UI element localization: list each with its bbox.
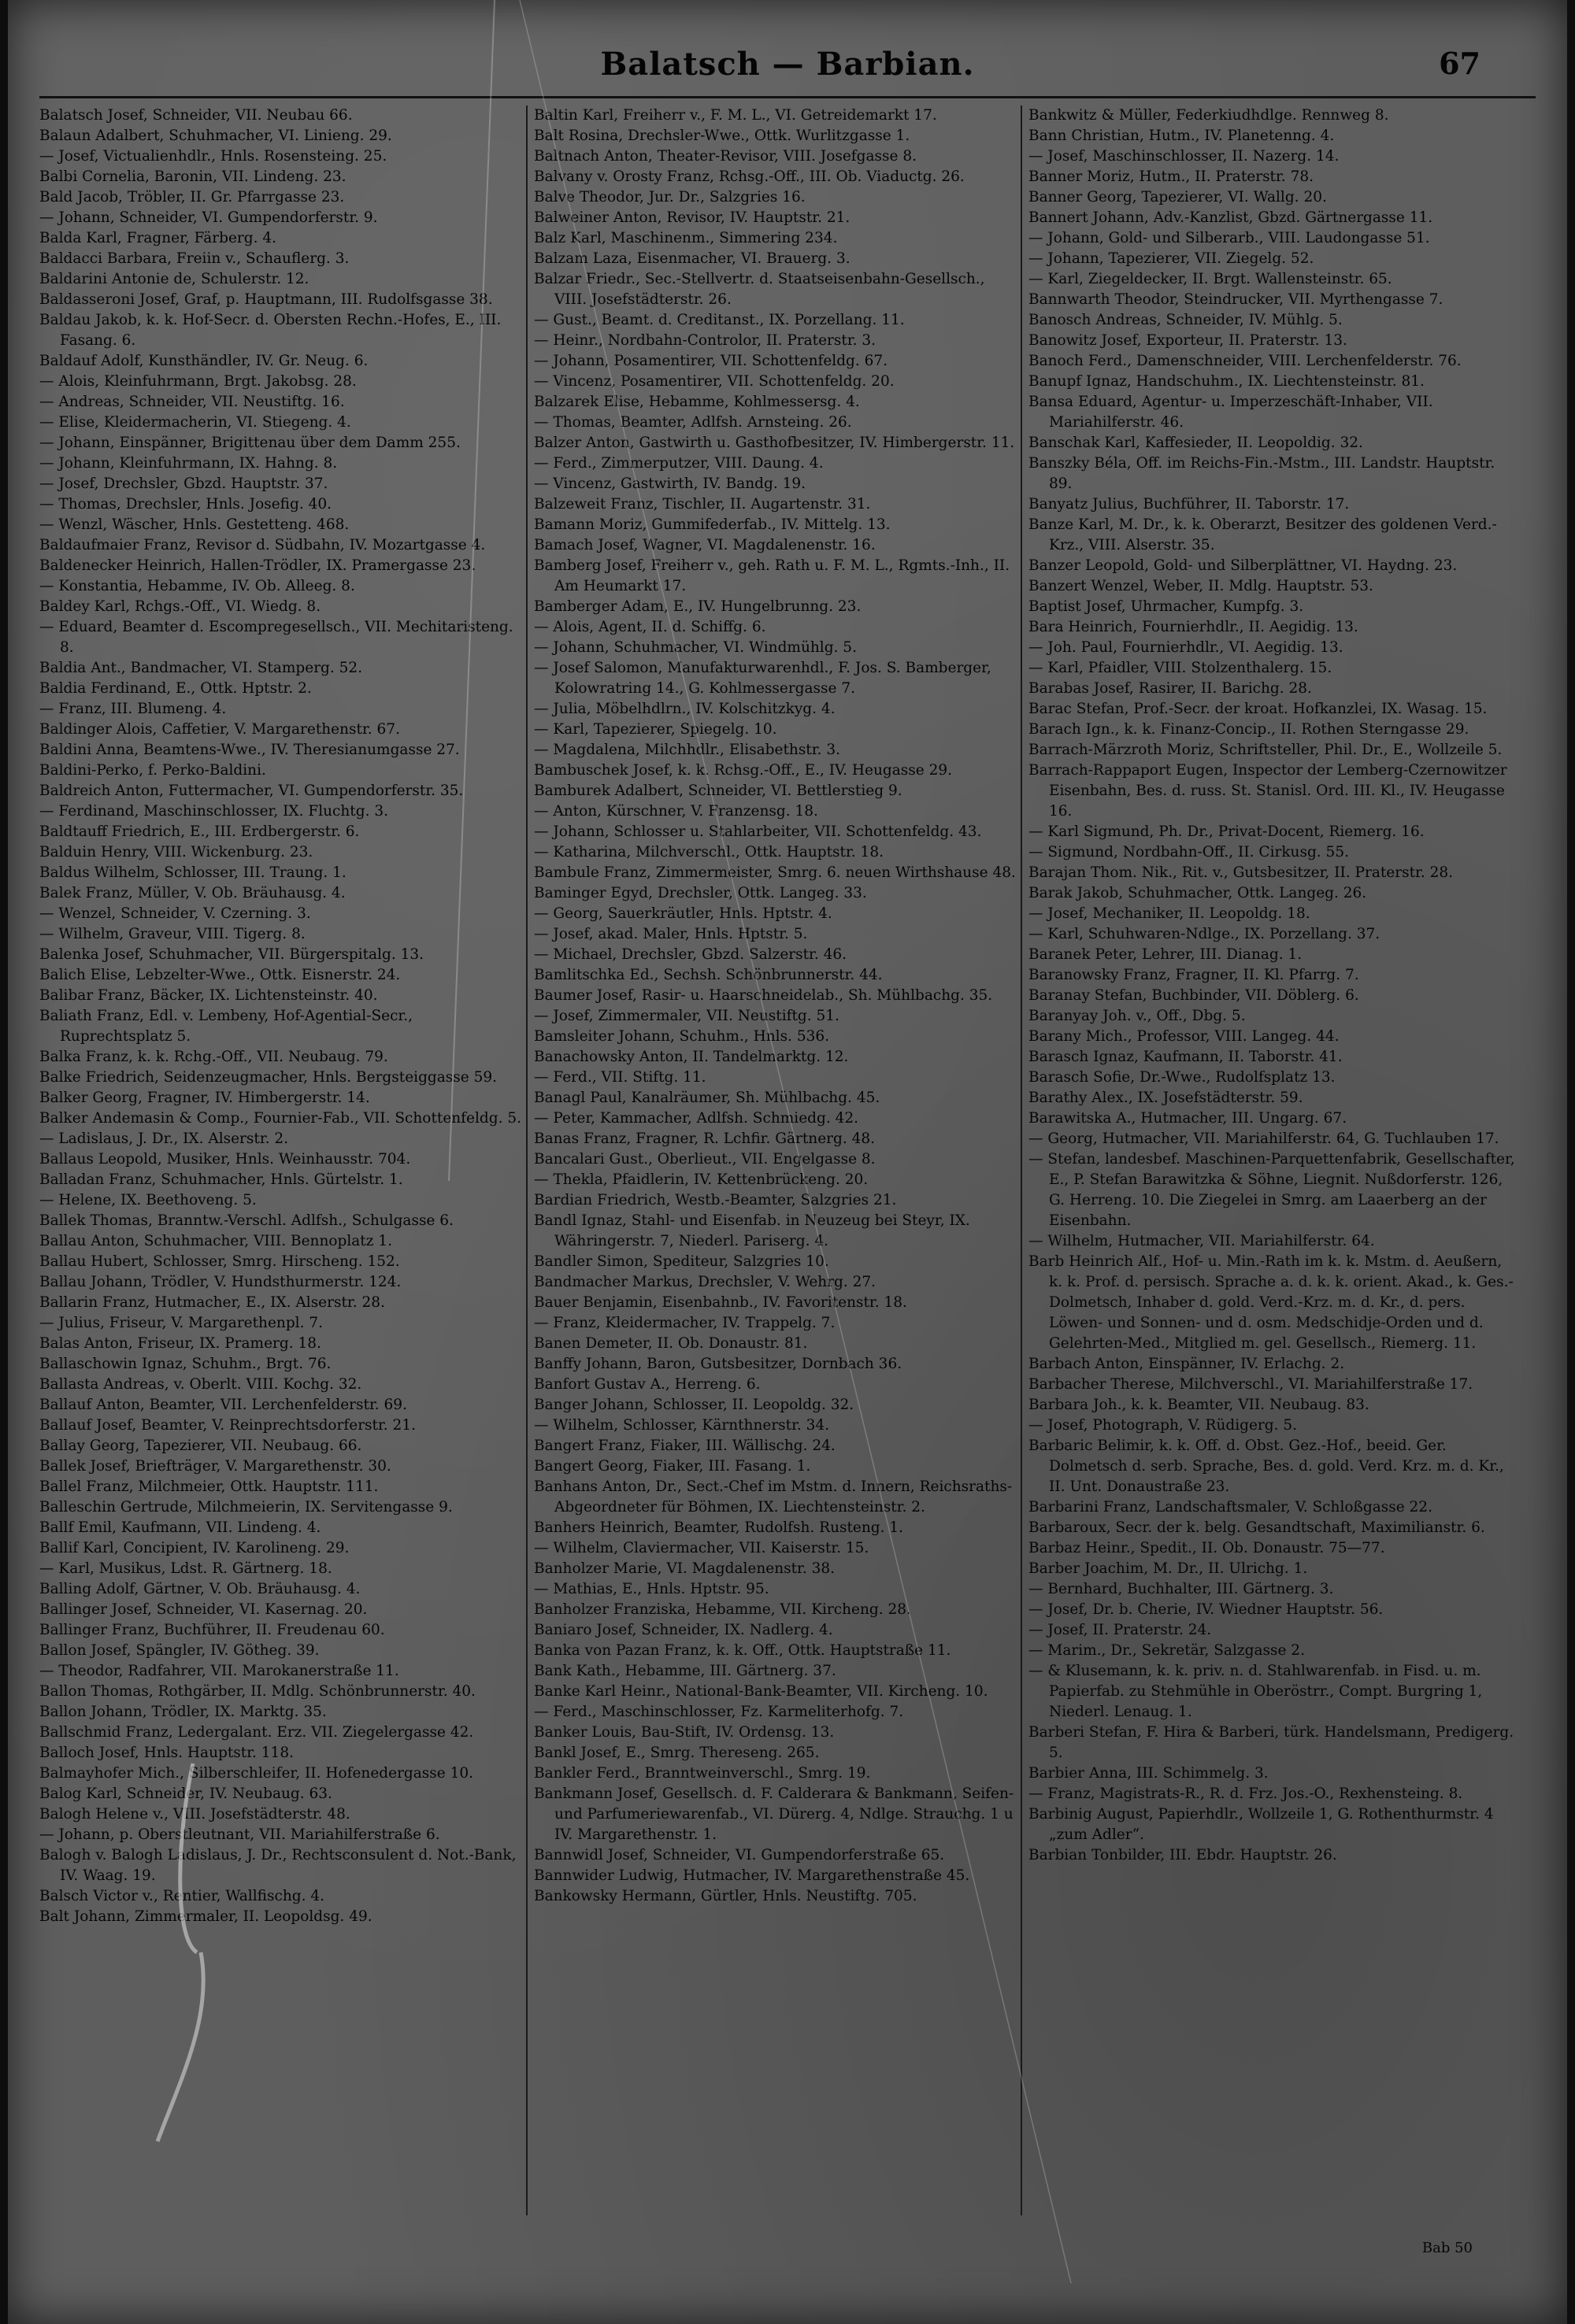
directory-entry: Banhans Anton, Dr., Sect.-Chef im Mstm. d. Innern, Reichsraths-Abgeordneter für Böhmen, IX. Liechtensteinstr. 2. bbox=[534, 1478, 1013, 1515]
directory-entry: Ballinger Josef, Schneider, VI. Kasernag. 20. bbox=[39, 1601, 368, 1618]
directory-entry: Ballauf Anton, Beamter, VII. Lerchenfelderstr. 69. bbox=[39, 1397, 407, 1413]
directory-entry: Balloch Josef, Hnls. Hauptstr. 118. bbox=[39, 1745, 294, 1761]
directory-entry: Balmayhofer Mich., Silberschleifer, II. Hofenedergasse 10. bbox=[39, 1765, 474, 1782]
directory-entry: — Franz, Magistrats-R., R. d. Frz. Jos.-O., Rexhensteing. 8. bbox=[1028, 1786, 1463, 1802]
directory-entry: Balt Rosina, Drechsler-Wwe., Ottk. Wurlitzgasse 1. bbox=[534, 128, 910, 144]
directory-entry: — Josef, Mechaniker, II. Leopoldg. 18. bbox=[1028, 905, 1310, 922]
directory-entry: — Karl Sigmund, Ph. Dr., Privat-Docent, Riemerg. 16. bbox=[1028, 823, 1425, 840]
running-head: Balatsch — Barbian. bbox=[600, 46, 975, 83]
directory-entry: Bardian Friedrich, Westb.-Beamter, Salzgries 21. bbox=[534, 1192, 897, 1208]
directory-entry: Balweiner Anton, Revisor, IV. Hauptstr. 21. bbox=[534, 209, 850, 226]
directory-entry: Balog Karl, Schneider, IV. Neubaug. 63. bbox=[39, 1786, 332, 1802]
directory-entry: Banger Johann, Schlosser, II. Leopoldg. 32. bbox=[534, 1397, 854, 1413]
directory-entry: — Josef, II. Praterstr. 24. bbox=[1028, 1622, 1212, 1638]
directory-entry: Baldey Karl, Rchgs.-Off., VI. Wiedg. 8. bbox=[39, 598, 321, 615]
directory-entry: Balve Theodor, Jur. Dr., Salzgries 16. bbox=[534, 189, 806, 205]
directory-entry: Baranowsky Franz, Fragner, II. Kl. Pfarrg. 7. bbox=[1028, 967, 1359, 983]
directory-entry: — Johann, Einspänner, Brigittenau über dem Damm 255. bbox=[39, 435, 461, 451]
directory-entry: Banhers Heinrich, Beamter, Rudolfsh. Rusteng. 1. bbox=[534, 1519, 904, 1536]
directory-entry: Ballon Josef, Spängler, IV. Götheg. 39. bbox=[39, 1642, 320, 1659]
directory-entry: Baldia Ferdinand, E., Ottk. Hptstr. 2. bbox=[39, 680, 312, 697]
directory-entry: Barbara Joh., k. k. Beamter, VII. Neubaug. 83. bbox=[1028, 1397, 1369, 1413]
directory-entry: Ballau Johann, Trödler, V. Hundsthurmerstr. 124. bbox=[39, 1274, 402, 1290]
directory-entry: Baldau Jakob, k. k. Hof-Secr. d. Obersten Rechn.-Hofes, E., III. Fasang. 6. bbox=[39, 312, 502, 349]
directory-entry: Bambuschek Josef, k. k. Rchsg.-Off., E., IV. Heugasse 29. bbox=[534, 762, 953, 779]
directory-entry: Bann Christian, Hutm., IV. Planetenng. 4. bbox=[1028, 128, 1335, 144]
directory-entry: Barajan Thom. Nik., Rit. v., Gutsbesitzer, II. Praterstr. 28. bbox=[1028, 864, 1454, 881]
directory-entry: Barrach-Märzroth Moriz, Schriftsteller, Phil. Dr., E., Wollzeile 5. bbox=[1028, 742, 1503, 758]
directory-entry: — Thekla, Pfaidlerin, IV. Kettenbrückeng. 20. bbox=[534, 1171, 869, 1188]
directory-entry: — Karl, Musikus, Ldst. R. Gärtnerg. 18. bbox=[39, 1560, 332, 1577]
directory-entry: — Gust., Beamt. d. Creditanst., IX. Porzellang. 11. bbox=[534, 312, 905, 328]
directory-entry: Bauer Benjamin, Eisenbahnb., IV. Favoritenstr. 18. bbox=[534, 1294, 907, 1311]
directory-entry: Ballon Thomas, Rothgärber, II. Mdlg. Schönbrunnerstr. 40. bbox=[39, 1683, 476, 1700]
directory-entry: — Katharina, Milchverschl., Ottk. Hauptstr. 18. bbox=[534, 844, 884, 860]
column-1 bbox=[39, 105, 528, 2231]
directory-entry: Barabas Josef, Rasirer, II. Barichg. 28. bbox=[1028, 680, 1312, 697]
directory-entry: — Julia, Möbelhdlrn., IV. Kolschitzkyg. 4. bbox=[534, 701, 836, 717]
directory-entry: Barach Ign., k. k. Finanz-Concip., II. Rothen Sterngasse 29. bbox=[1028, 721, 1469, 738]
directory-entry: Baranek Peter, Lehrer, III. Dianag. 1. bbox=[1028, 946, 1303, 963]
directory-entry: Banyatz Julius, Buchführer, II. Taborstr. 17. bbox=[1028, 496, 1350, 513]
directory-entry: — Johann, p. Oberstleutnant, VII. Mariahilferstraße 6. bbox=[39, 1826, 440, 1843]
directory-entry: — Stefan, landesbef. Maschinen-Parquettenfabrik, Gesellschafter, E., P. Stefan Barawitzka & Söhne, Liegnit. Nußdorferstr. 126, G. Herreng. 10. Die Ziegelei in Smrg. am Laaerberg an der Eisenbahn. bbox=[1028, 1151, 1515, 1229]
directory-entry: — Julius, Friseur, V. Margarethenpl. 7. bbox=[39, 1315, 323, 1331]
footer-signature: Bab 50 bbox=[1421, 2240, 1473, 2256]
directory-entry: Bamberg Josef, Freiherr v., geh. Rath u. F. M. L., Rgmts.-Inh., II. Am Heumarkt 17. bbox=[534, 557, 1010, 594]
directory-entry: Banowitz Josef, Exporteur, II. Praterstr. 13. bbox=[1028, 332, 1347, 349]
directory-entry: Balling Adolf, Gärtner, V. Ob. Bräuhausg. 4. bbox=[39, 1581, 361, 1597]
directory-entry: — Theodor, Radfahrer, VII. Marokanerstraße 11. bbox=[39, 1663, 399, 1679]
directory-entry: Balenka Josef, Schuhmacher, VII. Bürgerspitalg. 13. bbox=[39, 946, 424, 963]
directory-entry: Barbinig August, Papierhdlr., Wollzeile 1, G. Rothenthurmstr. 4 „zum Adler“. bbox=[1028, 1806, 1494, 1843]
directory-entry: Banzert Wenzel, Weber, II. Mdlg. Hauptstr. 53. bbox=[1028, 578, 1373, 594]
directory-entry: Bansa Eduard, Agentur- u. Imperzeschäft-Inhaber, VII. Mariahilferstr. 46. bbox=[1028, 394, 1433, 431]
directory-entry: — Ladislaus, J. Dr., IX. Alserstr. 2. bbox=[39, 1131, 289, 1147]
directory-entry: Ballf Emil, Kaufmann, VII. Lindeng. 4. bbox=[39, 1519, 321, 1536]
directory-entry: Ballau Anton, Schuhmacher, VIII. Bennoplatz 1. bbox=[39, 1233, 393, 1249]
directory-page bbox=[8, 0, 1567, 2324]
directory-entry: Balibar Franz, Bäcker, IX. Lichtensteinstr. 40. bbox=[39, 987, 378, 1004]
directory-entry: Baldia Ant., Bandmacher, VI. Stamperg. 52. bbox=[39, 660, 363, 676]
directory-entry: — Vincenz, Posamentirer, VII. Schottenfeldg. 20. bbox=[534, 373, 895, 390]
directory-entry: Baminger Egyd, Drechsler, Ottk. Langeg. 33. bbox=[534, 885, 867, 901]
directory-entry: Bannert Johann, Adv.-Kanzlist, Gbzd. Gärtnergasse 11. bbox=[1028, 209, 1433, 226]
directory-entry: — Elise, Kleidermacherin, VI. Stiegeng. 4. bbox=[39, 414, 351, 431]
directory-entry: Baldreich Anton, Futtermacher, VI. Gumpendorferstr. 35. bbox=[39, 783, 464, 799]
directory-entry: Ballaschowin Ignaz, Schuhm., Brgt. 76. bbox=[39, 1356, 332, 1372]
directory-entry: — Helene, IX. Beethoveng. 5. bbox=[39, 1192, 257, 1208]
directory-entry: — Josef, Photograph, V. Rüdigerg. 5. bbox=[1028, 1417, 1298, 1434]
directory-entry: Balz Karl, Maschinenm., Simmering 234. bbox=[534, 230, 838, 246]
directory-entry: Bandler Simon, Spediteur, Salzgries 10. bbox=[534, 1253, 829, 1270]
directory-entry: — Wilhelm, Graveur, VIII. Tigerg. 8. bbox=[39, 926, 306, 942]
directory-entry: — Franz, III. Blumeng. 4. bbox=[39, 701, 227, 717]
directory-entry: Banagl Paul, Kanalräumer, Sh. Mühlbachg. 45. bbox=[534, 1090, 880, 1106]
directory-entry: — Johann, Schneider, VI. Gumpendorferstr. 9. bbox=[39, 209, 378, 226]
directory-entry: Bangert Franz, Fiaker, III. Wällischg. 24. bbox=[534, 1438, 836, 1454]
directory-entry: Banen Demeter, II. Ob. Donaustr. 81. bbox=[534, 1335, 808, 1352]
directory-entry: Balka Franz, k. k. Rchg.-Off., VII. Neubaug. 79. bbox=[39, 1049, 388, 1065]
directory-entry: Baldacci Barbara, Freiin v., Schauflerg. 3. bbox=[39, 250, 350, 267]
directory-entry: Baldini Anna, Beamtens-Wwe., IV. Theresianumgasse 27. bbox=[39, 742, 460, 758]
directory-entry: Banke Karl Heinr., National-Bank-Beamter, VII. Kircheng. 10. bbox=[534, 1683, 988, 1700]
directory-entry: Baniaro Josef, Schneider, IX. Nadlerg. 4. bbox=[534, 1622, 833, 1638]
directory-entry: Balzam Laza, Eisenmacher, VI. Brauerg. 3. bbox=[534, 250, 850, 267]
directory-entry: Balzer Anton, Gastwirth u. Gasthofbesitzer, IV. Himbergerstr. 11. bbox=[534, 435, 1015, 451]
directory-entry: Baldaufmaier Franz, Revisor d. Südbahn, IV. Mozartgasse 4. bbox=[39, 537, 486, 553]
directory-entry: — Johann, Kleinfuhrmann, IX. Hahng. 8. bbox=[39, 455, 338, 472]
directory-entry: — Mathias, E., Hnls. Hptstr. 95. bbox=[534, 1581, 769, 1597]
directory-entry: — Franz, Kleidermacher, IV. Trappelg. 7. bbox=[534, 1315, 836, 1331]
directory-entry: Balt Johann, Zimmermaler, II. Leopoldsg. 49. bbox=[39, 1908, 372, 1925]
directory-entry: Bamberger Adam, E., IV. Hungelbrunng. 23. bbox=[534, 598, 862, 615]
directory-entry: Banffy Johann, Baron, Gutsbesitzer, Dornbach 36. bbox=[534, 1356, 902, 1372]
directory-entry: Baldus Wilhelm, Schlosser, III. Traung. 1. bbox=[39, 864, 346, 881]
directory-entry: Balker Georg, Fragner, IV. Himbergerstr. 14. bbox=[39, 1090, 370, 1106]
directory-entry: Balek Franz, Müller, V. Ob. Bräuhausg. 4. bbox=[39, 885, 346, 901]
directory-entry: Banka von Pazan Franz, k. k. Off., Ottk. Hauptstraße 11. bbox=[534, 1642, 951, 1659]
directory-entry: Balaun Adalbert, Schuhmacher, VI. Linieng. 29. bbox=[39, 128, 392, 144]
directory-entry: — Bernhard, Buchhalter, III. Gärtnerg. 3. bbox=[1028, 1581, 1334, 1597]
directory-entry: Bandmacher Markus, Drechsler, V. Wehrg. 27. bbox=[534, 1274, 876, 1290]
directory-entry: Banschak Karl, Kaffesieder, II. Leopoldig. 32. bbox=[1028, 435, 1363, 451]
directory-entry: Bamach Josef, Wagner, VI. Magdalenenstr. 16. bbox=[534, 537, 876, 553]
directory-entry: — Ferd., Zimmerputzer, VIII. Daung. 4. bbox=[534, 455, 824, 472]
directory-entry: Banfort Gustav A., Herreng. 6. bbox=[534, 1376, 761, 1393]
directory-entry: — Marim., Dr., Sekretär, Salzgasse 2. bbox=[1028, 1642, 1305, 1659]
directory-entry: Balladan Franz, Schuhmacher, Hnls. Gürtelstr. 1. bbox=[39, 1171, 403, 1188]
directory-entry: — Alois, Kleinfuhrmann, Brgt. Jakobsg. 28. bbox=[39, 373, 357, 390]
directory-entry: — Karl, Schuhwaren-Ndlge., IX. Porzellang. 37. bbox=[1028, 926, 1380, 942]
directory-entry: — Wilhelm, Claviermacher, VII. Kaiserstr. 15. bbox=[534, 1540, 869, 1556]
directory-entry: Bandl Ignaz, Stahl- und Eisenfab. in Neuzeug bei Steyr, IX. Währingerstr. 7, Niederl. Pariserg. 4. bbox=[534, 1212, 970, 1249]
directory-entry: Barber Joachim, M. Dr., II. Ulrichg. 1. bbox=[1028, 1560, 1308, 1577]
directory-entry: — Josef, akad. Maler, Hnls. Hptstr. 5. bbox=[534, 926, 808, 942]
directory-entry: Bamburek Adalbert, Schneider, VI. Bettlerstieg 9. bbox=[534, 783, 902, 799]
directory-entry: Bankowsky Hermann, Gürtler, Hnls. Neustiftg. 705. bbox=[534, 1888, 917, 1904]
directory-entry: — Andreas, Schneider, VII. Neustiftg. 16. bbox=[39, 394, 345, 410]
directory-entry: Banholzer Franziska, Hebamme, VII. Kircheng. 28. bbox=[534, 1601, 911, 1618]
directory-entry: — Konstantia, Hebamme, IV. Ob. Alleeg. 8. bbox=[39, 578, 355, 594]
directory-entry: Balleschin Gertrude, Milchmeierin, IX. Servitengasse 9. bbox=[39, 1499, 453, 1515]
directory-entry: Barathy Alex., IX. Josefstädterstr. 59. bbox=[1028, 1090, 1303, 1106]
directory-entry: Baptist Josef, Uhrmacher, Kumpfg. 3. bbox=[1028, 598, 1304, 615]
directory-entry: — Ferd., Maschinschlosser, Fz. Karmeliterhofg. 7. bbox=[534, 1704, 904, 1720]
directory-entry: Banosch Andreas, Schneider, IV. Mühlg. 5. bbox=[1028, 312, 1343, 328]
directory-entry: Barac Stefan, Prof.-Secr. der kroat. Hofkanzlei, IX. Wasag. 15. bbox=[1028, 701, 1488, 717]
directory-entry: Bankmann Josef, Gesellsch. d. F. Calderara & Bankmann, Seifen- und Parfumeriewarenfab., VI. Dürerg. 4, Ndlge. Strauchg. 1 u IV. Margarethenstr. 1. bbox=[534, 1786, 1014, 1843]
directory-entry: — Ferdinand, Maschinschlosser, IX. Fluchtg. 3. bbox=[39, 803, 388, 820]
directory-entry: Barbian Tonbilder, III. Ebdr. Hauptstr. 26. bbox=[1028, 1847, 1337, 1863]
directory-entry: — Josef, Drechsler, Gbzd. Hauptstr. 37. bbox=[39, 476, 328, 492]
column-2 bbox=[534, 105, 1021, 2231]
directory-entry: Banker Louis, Bau-Stift, IV. Ordensg. 13. bbox=[534, 1724, 835, 1741]
directory-entry: Ballschmid Franz, Ledergalant. Erz. VII. Ziegelergasse 42. bbox=[39, 1724, 474, 1741]
directory-entry: Bannwarth Theodor, Steindrucker, VII. Myrthengasse 7. bbox=[1028, 291, 1443, 308]
directory-entry: Barbaz Heinr., Spedit., II. Ob. Donaustr. 75—77. bbox=[1028, 1540, 1385, 1556]
directory-entry: Balas Anton, Friseur, IX. Pramerg. 18. bbox=[39, 1335, 321, 1352]
directory-entry: — Karl, Tapezierer, Spiegelg. 10. bbox=[534, 721, 777, 738]
directory-entry: Ballif Karl, Concipient, IV. Karolineng. 29. bbox=[39, 1540, 350, 1556]
directory-entry: Barasch Sofie, Dr.-Wwe., Rudolfsplatz 13. bbox=[1028, 1069, 1336, 1086]
directory-entry: Baumer Josef, Rasir- u. Haarschneidelab., Sh. Mühlbachg. 35. bbox=[534, 987, 993, 1004]
directory-entry: Ballau Hubert, Schlosser, Smrg. Hirscheng. 152. bbox=[39, 1253, 400, 1270]
directory-entry: Baliath Franz, Edl. v. Lembeny, Hof-Agential-Secr., Ruprechtsplatz 5. bbox=[39, 1008, 413, 1045]
directory-entry: Balogh v. Balogh Ladislaus, J. Dr., Rechtsconsulent d. Not.-Bank, IV. Waag. 19. bbox=[39, 1847, 517, 1884]
header-rule bbox=[39, 96, 1536, 98]
directory-entry: — Michael, Drechsler, Gbzd. Salzerstr. 46. bbox=[534, 946, 847, 963]
page-number: 67 bbox=[1439, 46, 1480, 81]
directory-entry: Bannwider Ludwig, Hutmacher, IV. Margarethenstraße 45. bbox=[534, 1867, 970, 1884]
directory-entry: Bannwidl Josef, Schneider, VI. Gumpendorferstraße 65. bbox=[534, 1847, 945, 1863]
directory-entry: Baranyay Joh. v., Off., Dbg. 5. bbox=[1028, 1008, 1246, 1024]
directory-entry: Barany Mich., Professor, VIII. Langeg. 44. bbox=[1028, 1028, 1340, 1045]
directory-entry: Banachowsky Anton, II. Tandelmarktg. 12. bbox=[534, 1049, 849, 1065]
directory-entry: Ballasta Andreas, v. Oberlt. VIII. Kochg. 32. bbox=[39, 1376, 362, 1393]
directory-entry: Barbarini Franz, Landschaftsmaler, V. Schloßgasse 22. bbox=[1028, 1499, 1432, 1515]
directory-entry: — Vincenz, Gastwirth, IV. Bandg. 19. bbox=[534, 476, 806, 492]
directory-entry: — Johann, Posamentirer, VII. Schottenfeldg. 67. bbox=[534, 353, 888, 369]
directory-entry: Bara Heinrich, Fournierhdlr., II. Aegidig. 13. bbox=[1028, 619, 1358, 635]
directory-entry: Ballarin Franz, Hutmacher, E., IX. Alserstr. 28. bbox=[39, 1294, 385, 1311]
directory-entry: Baldini-Perko, f. Perko-Baldini. bbox=[39, 762, 266, 779]
directory-entry: — Karl, Ziegeldecker, II. Brgt. Wallensteinstr. 65. bbox=[1028, 271, 1392, 287]
directory-entry: Balsch Victor v., Rentier, Wallfischg. 4. bbox=[39, 1888, 324, 1904]
directory-entry: — Sigmund, Nordbahn-Off., II. Cirkusg. 55. bbox=[1028, 844, 1349, 860]
directory-entry: Balich Elise, Lebzelter-Wwe., Ottk. Eisnerstr. 24. bbox=[39, 967, 401, 983]
directory-entry: Bamlitschka Ed., Sechsh. Schönbrunnerstr. 44. bbox=[534, 967, 883, 983]
directory-entry: — Thomas, Drechsler, Hnls. Josefig. 40. bbox=[39, 496, 332, 513]
directory-entry: Bank Kath., Hebamme, III. Gärtnerg. 37. bbox=[534, 1663, 836, 1679]
directory-entry: Baltin Karl, Freiherr v., F. M. L., VI. Getreidemarkt 17. bbox=[534, 107, 937, 124]
directory-entry: Balogh Helene v., VIII. Josefstädterstr. 48. bbox=[39, 1806, 350, 1823]
directory-entry: Barak Jakob, Schuhmacher, Ottk. Langeg. 26. bbox=[1028, 885, 1367, 901]
directory-entry: Barbaroux, Secr. der k. belg. Gesandtschaft, Maximilianstr. 6. bbox=[1028, 1519, 1485, 1536]
directory-entry: Banas Franz, Fragner, R. Lchfir. Gärtnerg. 48. bbox=[534, 1131, 876, 1147]
directory-entry: — Wenzel, Schneider, V. Czerning. 3. bbox=[39, 905, 311, 922]
directory-entry: — Johann, Tapezierer, VII. Ziegelg. 52. bbox=[1028, 250, 1314, 267]
directory-entry: — Heinr., Nordbahn-Controlor, II. Praterstr. 3. bbox=[534, 332, 876, 349]
column-3 bbox=[1028, 105, 1517, 2231]
directory-entry: Baldauf Adolf, Kunsthändler, IV. Gr. Neug. 6. bbox=[39, 353, 369, 369]
directory-entry: Banupf Ignaz, Handschuhm., IX. Liechtensteinstr. 81. bbox=[1028, 373, 1425, 390]
directory-entry: Balda Karl, Fragner, Färberg. 4. bbox=[39, 230, 276, 246]
directory-entry: Ballauf Josef, Beamter, V. Reinprechtsdorferstr. 21. bbox=[39, 1417, 416, 1434]
directory-entry: Banner Georg, Tapezierer, VI. Wallg. 20. bbox=[1028, 189, 1327, 205]
directory-entry: — Thomas, Beamter, Adlfsh. Arnsteing. 26. bbox=[534, 414, 852, 431]
directory-entry: Balzar Friedr., Sec.-Stellvertr. d. Staatseisenbahn-Gesellsch., VIII. Josefstädterstr. 26. bbox=[534, 271, 985, 308]
directory-entry: — Karl, Pfaidler, VIII. Stolzenthalerg. 15. bbox=[1028, 660, 1332, 676]
directory-entry: Ballon Johann, Trödler, IX. Marktg. 35. bbox=[39, 1704, 327, 1720]
column-divider bbox=[1021, 105, 1022, 2215]
directory-entry: — Johann, Gold- und Silberarb., VIII. Laudongasse 51. bbox=[1028, 230, 1430, 246]
directory-entry: Barrach-Rappaport Eugen, Inspector der Lemberg-Czernowitzer Eisenbahn, Bes. d. russ. St. Stanisl. Ord. III. Kl., IV. Heugasse 16. bbox=[1028, 762, 1507, 820]
directory-entry: Bald Jacob, Tröbler, II. Gr. Pfarrgasse 23. bbox=[39, 189, 345, 205]
directory-entry: — Josef, Dr. b. Cherie, IV. Wiedner Hauptstr. 56. bbox=[1028, 1601, 1384, 1618]
directory-entry: Barbaric Belimir, k. k. Off. d. Obst. Gez.-Hof., beeid. Ger. Dolmetsch d. serb. Sprache, Bes. d. gold. Verd. Krz. m. d. Kr., II. Unt. Donaustraße 23. bbox=[1028, 1438, 1504, 1495]
directory-entry: Bancalari Gust., Oberlieut., VII. Engelgasse 8. bbox=[534, 1151, 876, 1168]
directory-entry: Banszky Béla, Off. im Reichs-Fin.-Mstm., III. Landstr. Hauptstr. 89. bbox=[1028, 455, 1495, 492]
directory-entry: Bankl Josef, E., Smrg. Thereseng. 265. bbox=[534, 1745, 820, 1761]
directory-entry: Barbier Anna, III. Schimmelg. 3. bbox=[1028, 1765, 1269, 1782]
directory-entry: Banholzer Marie, VI. Magdalenenstr. 38. bbox=[534, 1560, 836, 1577]
directory-entry: — Wilhelm, Schlosser, Kärnthnerstr. 34. bbox=[534, 1417, 830, 1434]
directory-entry: Bamann Moriz, Gummifederfab., IV. Mittelg. 13. bbox=[534, 516, 891, 533]
directory-entry: Barawitska A., Hutmacher, III. Ungarg. 67. bbox=[1028, 1110, 1347, 1127]
directory-entry: Balatsch Josef, Schneider, VII. Neubau 66. bbox=[39, 107, 353, 124]
directory-entry: Bangert Georg, Fiaker, III. Fasang. 1. bbox=[534, 1458, 811, 1475]
directory-entry: — Georg, Hutmacher, VII. Mariahilferstr. 64, G. Tuchlauben 17. bbox=[1028, 1131, 1499, 1147]
directory-entry: — Eduard, Beamter d. Escompregesellsch., VII. Mechitaristeng. 8. bbox=[39, 619, 513, 656]
directory-entry: Balzarek Elise, Hebamme, Kohlmessersg. 4. bbox=[534, 394, 860, 410]
directory-entry: Baltnach Anton, Theater-Revisor, VIII. Josefgasse 8. bbox=[534, 148, 917, 165]
directory-entry: Banzer Leopold, Gold- und Silberplättner, VI. Haydng. 23. bbox=[1028, 557, 1458, 574]
directory-entry: Balke Friedrich, Seidenzeugmacher, Hnls. Bergsteiggasse 59. bbox=[39, 1069, 498, 1086]
directory-entry: — Josef Salomon, Manufakturwarenhdl., F. Jos. S. Bamberger, Kolowratring 14., G. Kohlmessergasse 7. bbox=[534, 660, 991, 697]
directory-entry: — Josef, Victualienhdlr., Hnls. Rosensteing. 25. bbox=[39, 148, 387, 165]
directory-entry: Balvany v. Orosty Franz, Rchsg.-Off., III. Ob. Viaductg. 26. bbox=[534, 168, 965, 185]
directory-entry: Bankler Ferd., Branntweinverschl., Smrg. 19. bbox=[534, 1765, 871, 1782]
directory-entry: — Wenzl, Wäscher, Hnls. Gestetteng. 468. bbox=[39, 516, 350, 533]
directory-entry: — Alois, Agent, II. d. Schiffg. 6. bbox=[534, 619, 766, 635]
directory-entry: Banoch Ferd., Damenschneider, VIII. Lerchenfelderstr. 76. bbox=[1028, 353, 1462, 369]
directory-entry: Banner Moriz, Hutm., II. Praterstr. 78. bbox=[1028, 168, 1314, 185]
directory-entry: Balduin Henry, VIII. Wickenburg. 23. bbox=[39, 844, 313, 860]
directory-entry: — Johann, Schuhmacher, VI. Windmühlg. 5. bbox=[534, 639, 857, 656]
directory-entry: Baldenecker Heinrich, Hallen-Trödler, IX. Pramergasse 23. bbox=[39, 557, 476, 574]
directory-entry: Barb Heinrich Alf., Hof- u. Min.-Rath im k. k. Mstm. d. Aeußern, k. k. Prof. d. persisch. Sprache a. d. k. k. orient. Akad., k. Ges.-Dolmetsch, Inhaber d. gold. Verd.-Krz. m. d. Kr., d. pers. Löwen- und Sonnen- und d. osm. Medschidje-Orden und d. Gelehrten-Med., Mitglied m. gel. Gesellsch., Riemerg. 11. bbox=[1028, 1253, 1514, 1352]
directory-entry: Baldtauff Friedrich, E., III. Erdbergerstr. 6. bbox=[39, 823, 360, 840]
directory-entry: — Peter, Kammacher, Adlfsh. Schmiedg. 42. bbox=[534, 1110, 859, 1127]
directory-entry: Ballay Georg, Tapezierer, VII. Neubaug. 66. bbox=[39, 1438, 362, 1454]
directory-entry: Balbi Cornelia, Baronin, VII. Lindeng. 23. bbox=[39, 168, 346, 185]
directory-entry: Bankwitz & Müller, Federkiudhdlge. Rennweg 8. bbox=[1028, 107, 1389, 124]
directory-entry: Baldinger Alois, Caffetier, V. Margarethenstr. 67. bbox=[39, 721, 400, 738]
directory-entry: Ballaus Leopold, Musiker, Hnls. Weinhausstr. 704. bbox=[39, 1151, 411, 1168]
directory-entry: Barbacher Therese, Milchverschl., VI. Mariahilferstraße 17. bbox=[1028, 1376, 1473, 1393]
page-header bbox=[8, 46, 1567, 93]
directory-entry: — Wilhelm, Hutmacher, VII. Mariahilferstr. 64. bbox=[1028, 1233, 1375, 1249]
directory-entry: — Joh. Paul, Fournierhdlr., VI. Aegidig. 13. bbox=[1028, 639, 1343, 656]
directory-entry: — Georg, Sauerkräutler, Hnls. Hptstr. 4. bbox=[534, 905, 832, 922]
directory-entry: — Magdalena, Milchhdlr., Elisabethstr. 3. bbox=[534, 742, 840, 758]
directory-entry: Ballek Josef, Briefträger, V. Margarethenstr. 30. bbox=[39, 1458, 391, 1475]
directory-entry: Baranay Stefan, Buchbinder, VII. Döblerg. 6. bbox=[1028, 987, 1359, 1004]
directory-entry: Bambule Franz, Zimmermeister, Smrg. 6. neuen Wirthshause 48. bbox=[534, 864, 1016, 881]
directory-entry: — Ferd., VII. Stiftg. 11. bbox=[534, 1069, 706, 1086]
directory-entry: — Anton, Kürschner, V. Franzensg. 18. bbox=[534, 803, 818, 820]
directory-entry: — Josef, Zimmermaler, VII. Neustiftg. 51. bbox=[534, 1008, 839, 1024]
directory-entry: Barasch Ignaz, Kaufmann, II. Taborstr. 41. bbox=[1028, 1049, 1343, 1065]
directory-entry: Balker Andemasin & Comp., Fournier-Fab., VII. Schottenfeldg. 5. bbox=[39, 1110, 521, 1127]
directory-entry: Ballinger Franz, Buchführer, II. Freudenau 60. bbox=[39, 1622, 385, 1638]
directory-entry: — Johann, Schlosser u. Stahlarbeiter, VII. Schottenfeldg. 43. bbox=[534, 823, 982, 840]
directory-entry: — Josef, Maschinschlosser, II. Nazerg. 14. bbox=[1028, 148, 1340, 165]
directory-entry: Banze Karl, M. Dr., k. k. Oberarzt, Besitzer des goldenen Verd.-Krz., VIII. Alserstr. 35. bbox=[1028, 516, 1497, 553]
directory-entry: Bamsleiter Johann, Schuhm., Hnls. 536. bbox=[534, 1028, 830, 1045]
directory-entry: Baldasseroni Josef, Graf, p. Hauptmann, III. Rudolfsgasse 38. bbox=[39, 291, 493, 308]
directory-entry: Balzeweit Franz, Tischler, II. Augartenstr. 31. bbox=[534, 496, 871, 513]
directory-entry: Baldarini Antonie de, Schulerstr. 12. bbox=[39, 271, 309, 287]
directory-entry: Ballek Thomas, Branntw.-Verschl. Adlfsh., Schulgasse 6. bbox=[39, 1212, 454, 1229]
directory-entry: Barberi Stefan, F. Hira & Barberi, türk. Handelsmann, Predigerg. 5. bbox=[1028, 1724, 1514, 1761]
directory-entry: Ballel Franz, Milchmeier, Ottk. Hauptstr. 111. bbox=[39, 1478, 379, 1495]
directory-entry: Barbach Anton, Einspänner, IV. Erlachg. 2. bbox=[1028, 1356, 1345, 1372]
directory-entry: — & Klusemann, k. k. priv. n. d. Stahlwarenfab. in Fisd. u. m. Papierfab. zu Stehmühle in Oberöstrr., Compt. Burgring 1, Niederl. Lenaug. 1. bbox=[1028, 1663, 1483, 1720]
